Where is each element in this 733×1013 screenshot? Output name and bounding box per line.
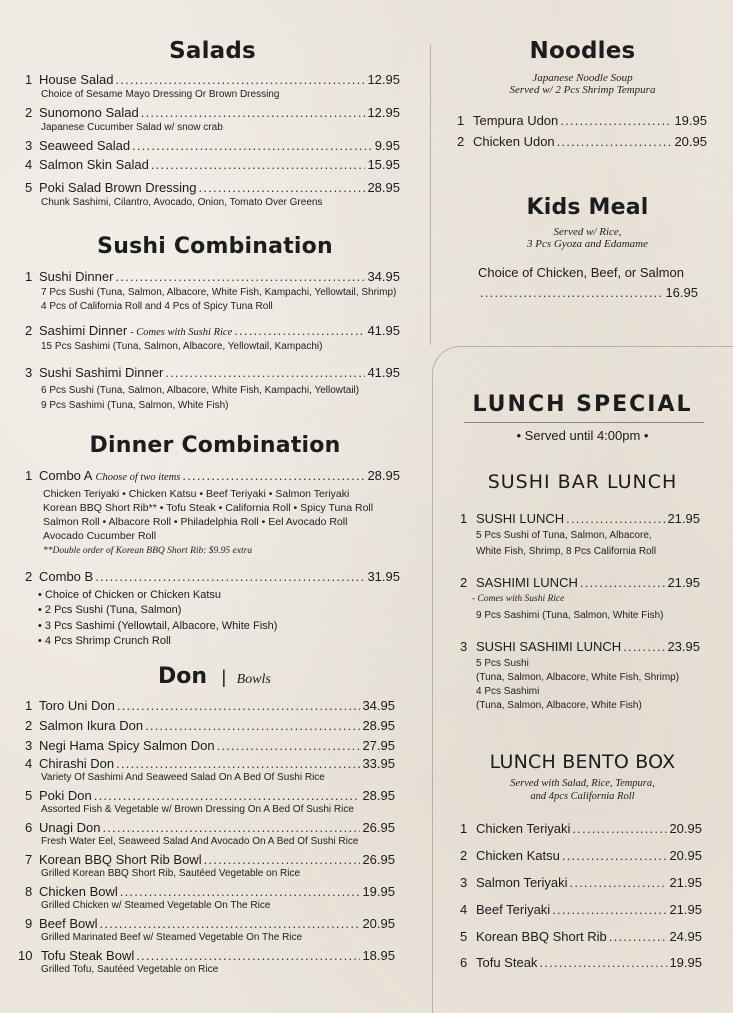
item-description: (Tuna, Salmon, Albacore, White Fish, Shrimp) [476, 672, 680, 683]
item-description: Grilled Tofu, Sautéed Vegetable on Rice [41, 964, 219, 975]
menu-item: 1 SUSHI LUNCH . . . 21.95 [460, 511, 700, 526]
sushi-bar-lunch-title: SUSHI BAR LUNCH [487, 471, 678, 493]
item-description: White Fish, Shrimp, 8 Pcs California Roll [476, 546, 657, 557]
item-description: 5 Pcs Sushi [476, 658, 529, 669]
dinner-combination-title: Dinner Combination [89, 433, 341, 458]
kids-meal-choice: Choice of Chicken, Beef, or Salmon [478, 265, 684, 280]
combo-b-bullet: • 4 Pcs Shrimp Crunch Roll [38, 635, 171, 647]
menu-item: 1 Tempura Udon . . . 19.95 [457, 113, 707, 128]
menu-item: 2 Sashimi Dinner - Comes with Sushi Rice . . . 41.95 [25, 323, 400, 338]
menu-item: 1 Toro Uni Don . . . 34.95 [25, 698, 395, 713]
menu-item: 2 Chicken Katsu . . . 20.95 [460, 848, 702, 863]
menu-item: 3 SUSHI SASHIMI LUNCH . . . 23.95 [460, 639, 700, 654]
menu-item-combo-b: 2 Combo B . . . 31.95 [25, 569, 400, 584]
combo-a-choice-line: Korean BBQ Short Rib** • Tofu Steak • California Roll • Spicy Tuna Roll [43, 502, 374, 514]
item-description: Grilled Chicken w/ Steamed Vegetable On The Rice [41, 900, 271, 911]
combo-a-choice-line: Avocado Cucumber Roll [43, 530, 157, 542]
combo-a-choice-line: Salmon Roll • Albacore Roll • Philadelphia Roll • Eel Avocado Roll [43, 516, 348, 528]
menu-item: 10 Tofu Steak Bowl . . . 18.95 [18, 948, 395, 963]
item-description: Choice of Sesame Mayo Dressing Or Brown Dressing [41, 89, 280, 100]
combo-b-bullet: • 3 Pcs Sashimi (Yellowtail, Albacore, White Fish) [38, 620, 278, 632]
menu-item: 4 Beef Teriyaki . . . 21.95 [460, 902, 702, 917]
combo-a-footnote: **Double order of Korean BBQ Short Rib: $9.95 extra [43, 546, 253, 556]
menu-item: 3 Salmon Teriyaki . . . 21.95 [460, 875, 702, 890]
menu-item: 3 Sushi Sashimi Dinner . . . 41.95 [25, 365, 400, 380]
menu-item: 2 SASHIMI LUNCH . . . 21.95 [460, 575, 700, 590]
menu-item: 2 Salmon Ikura Don . . . 28.95 [25, 718, 395, 733]
don-title: Don [158, 664, 208, 689]
menu-item: 9 Beef Bowl . . . 20.95 [25, 916, 395, 931]
menu-item: 6 Unagi Don . . . 26.95 [25, 820, 395, 835]
lunch-bento-subtitle: Served with Salad, Rice, Tempura, [510, 778, 655, 789]
menu-item: 5 Poki Don . . . 28.95 [25, 788, 395, 803]
combo-b-bullet: • Choice of Chicken or Chicken Katsu [38, 589, 221, 601]
item-description: 15 Pcs Sashimi (Tuna, Salmon, Albacore, Yellowtail, Kampachi) [41, 341, 323, 352]
don-subtitle: Bowls [236, 672, 271, 687]
kids-meal-price-row: . . . 16.95 [478, 285, 698, 300]
menu-item: 1 Sushi Dinner . . . 34.95 [25, 269, 400, 284]
lunch-bento-title: LUNCH BENTO BOX [489, 751, 676, 773]
item-description: 4 Pcs of California Roll and 4 Pcs of Spicy Tuna Roll [41, 301, 273, 312]
item-description: Variety Of Sashimi And Seaweed Salad On A Bed Of Sushi Rice [41, 772, 325, 783]
item-description: 4 Pcs Sashimi [476, 686, 540, 697]
combo-b-bullet: • 2 Pcs Sushi (Tuna, Salmon) [38, 604, 182, 616]
menu-item: 5 Korean BBQ Short Rib . . . 24.95 [460, 929, 702, 944]
menu-item: 1 House Salad . . . 12.95 [25, 72, 400, 87]
menu-item-combo-a: 1 Combo A Choose of two items . . . 28.95 [25, 468, 400, 483]
sushi-combination-title: Sushi Combination [97, 234, 333, 259]
kids-meal-subtitle: 3 Pcs Gyoza and Edamame [527, 238, 648, 250]
item-description: Grilled Marinated Beef w/ Steamed Vegetable On The Rice [41, 932, 303, 943]
item-note: - Comes with Sushi Rice [472, 594, 565, 604]
menu-item: 1 Chicken Teriyaki . . . 20.95 [460, 821, 702, 836]
item-description: (Tuna, Salmon, Albacore, White Fish) [476, 700, 642, 711]
item-description: Chunk Sashimi, Cilantro, Avocado, Onion, Tomato Over Greens [41, 197, 323, 208]
menu-item: 4 Chirashi Don . . . 33.95 [25, 756, 395, 771]
lunch-special-title: LUNCH SPECIAL [472, 392, 693, 417]
column-divider [430, 45, 431, 345]
kids-meal-title: Kids Meal [526, 195, 649, 220]
lunch-special-underline [464, 422, 704, 423]
item-description: Japanese Cucumber Salad w/ snow crab [41, 122, 223, 133]
item-description: 9 Pcs Sashimi (Tuna, Salmon, White Fish) [476, 610, 664, 621]
item-description: 6 Pcs Sushi (Tuna, Salmon, Albacore, White Fish, Kampachi, Yellowtail) [41, 385, 360, 396]
lunch-special-hours: • Served until 4:00pm • [516, 428, 649, 443]
noodles-title: Noodles [529, 38, 636, 64]
menu-item: 3 Seaweed Salad . . . 9.95 [25, 138, 400, 153]
noodles-subtitle: Served w/ 2 Pcs Shrimp Tempura [509, 84, 656, 96]
combo-a-choice-line: Chicken Teriyaki • Chicken Katsu • Beef Teriyaki • Salmon Teriyaki [43, 488, 350, 500]
item-description: 9 Pcs Sashimi (Tuna, Salmon, White Fish) [41, 400, 229, 411]
right-column [432, 0, 733, 1012]
menu-item: 7 Korean BBQ Short Rib Bowl . . . 26.95 [25, 852, 395, 867]
menu-item: 8 Chicken Bowl . . . 19.95 [25, 884, 395, 899]
item-description: Grilled Korean BBQ Short Rib, Sautéed Vegetable on Rice [41, 868, 301, 879]
menu-item: 2 Sunomono Salad . . . 12.95 [25, 105, 400, 120]
kids-meal-subtitle: Served w/ Rice, [553, 226, 622, 238]
item-description: 5 Pcs Sushi of Tuna, Salmon, Albacore, [476, 530, 652, 541]
menu-item: 6 Tofu Steak . . . 19.95 [460, 955, 702, 970]
item-description: Assorted Fish & Vegetable w/ Brown Dressing On A Bed Of Sushi Rice [41, 804, 354, 815]
item-description: Fresh Water Eel, Seaweed Salad And Avocado On A Bed Of Sushi Rice [41, 836, 359, 847]
menu-item: 2 Chicken Udon . . . 20.95 [457, 134, 707, 149]
don-separator: | [221, 667, 227, 687]
lunch-bento-subtitle: and 4pcs California Roll [530, 791, 635, 802]
don-title-group [158, 664, 271, 689]
menu-item: 5 Poki Salad Brown Dressing . . . 28.95 [25, 180, 400, 195]
menu-item: 4 Salmon Skin Salad . . . 15.95 [25, 157, 400, 172]
menu-item: 3 Negi Hama Spicy Salmon Don . . . 27.95 [25, 738, 395, 753]
item-description: 7 Pcs Sushi (Tuna, Salmon, Albacore, White Fish, Kampachi, Yellowtail, Shrimp) [41, 287, 397, 298]
salads-title: Salads [169, 38, 256, 64]
noodles-subtitle: Japanese Noodle Soup [532, 72, 633, 84]
